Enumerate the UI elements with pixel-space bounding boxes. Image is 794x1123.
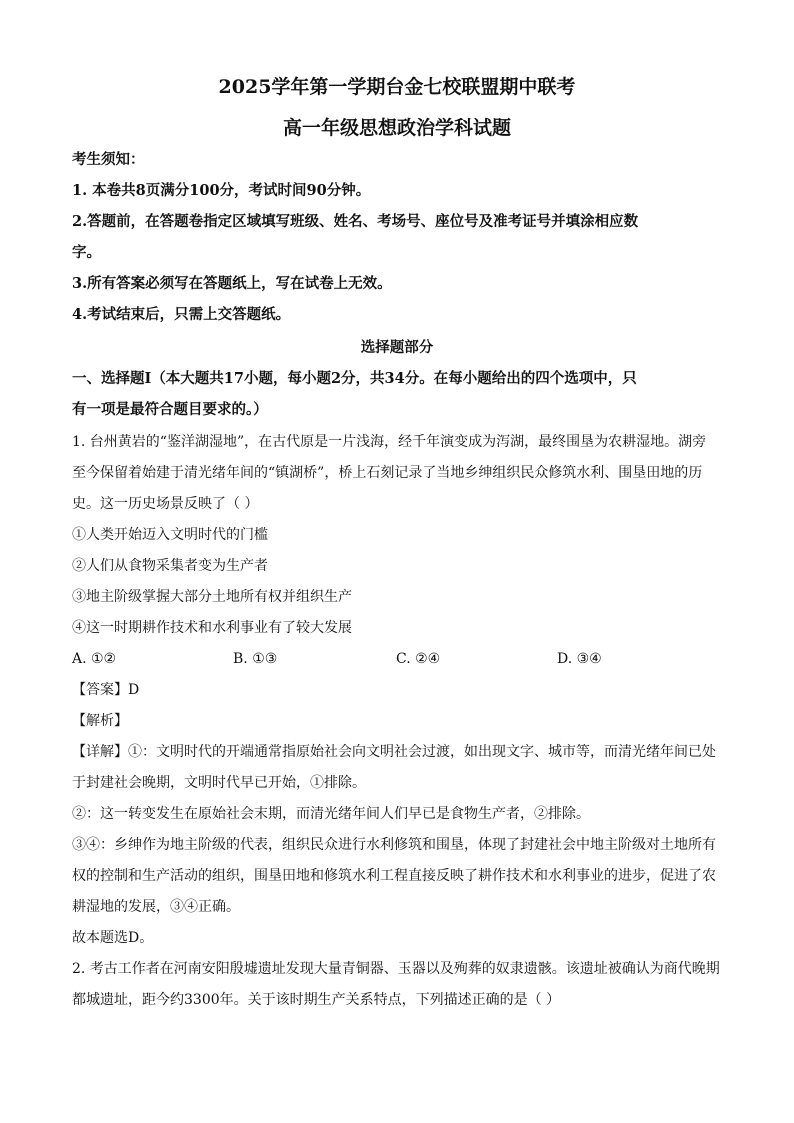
- q1-detail-6: 耕湿地的发展，③④正确。: [72, 899, 240, 915]
- q1-stem-line3: 史。这一历史场景反映了（ ）: [72, 496, 259, 512]
- notice-item-2-cont: 字。: [72, 244, 101, 261]
- q1-analysis-heading: 【解析】: [72, 713, 128, 729]
- q1-statement-3: ③地主阶级掌握大部分土地所有权并组织生产: [72, 589, 352, 605]
- q1-detail-2: 于封建社会晚期，文明时代早已开始，①排除。: [72, 775, 366, 791]
- q1-detail-1: 【详解】①：文明时代的开端通常指原始社会向文明社会过渡，如出现文字、城市等，而清光绪年间已处: [72, 744, 716, 760]
- q1-answer: 【答案】D: [72, 682, 140, 698]
- q1-detail-3: ②：这一转变发生在原始社会末期，而清光绪年间人们早已是食物生产者，②排除。: [72, 806, 590, 822]
- q1-conclusion: 故本题选D。: [72, 930, 154, 946]
- notice-item-1: 1. 本卷共8页满分100分，考试时间90分钟。: [72, 182, 371, 199]
- notice-item-2: 2.答题前，在答题卷指定区域填写班级、姓名、考场号、座位号及准考证号并填涂相应数: [72, 213, 639, 230]
- notice-item-4: 4.考试结束后，只需上交答题纸。: [72, 306, 291, 323]
- q1-statement-4: ④这一时期耕作技术和水利事业有了较大发展: [72, 620, 352, 636]
- exam-subtitle: 高一年级思想政治学科试题: [282, 117, 511, 139]
- part-instructions: 一、选择题Ⅰ（本大题共17小题，每小题2分，共34分。在每小题给出的四个选项中，只: [72, 370, 637, 387]
- q1-detail-5: 权的控制和生产活动的组织，围垦田地和修筑水利工程直接反映了耕作技术和水利事业的进步，促进了农: [72, 868, 716, 884]
- q1-option-c: C. ②④: [396, 651, 441, 667]
- q2-stem-line2: 都城遗址，距今约3300年。关于该时期生产关系特点，下列描述正确的是（ ）: [72, 992, 561, 1008]
- part-instructions-cont: 有一项是最符合题目要求的。）: [72, 401, 268, 418]
- q1-stem: 1. 台州黄岩的“鉴洋湖湿地”，在古代原是一片浅海，经千年演变成为泻湖，最终围垦为农耕湿地。湖旁: [72, 434, 707, 450]
- q1-option-b: B. ①③: [233, 651, 278, 667]
- q1-option-d: D. ③④: [557, 651, 602, 667]
- notice-heading: 考生须知：: [72, 151, 145, 168]
- q1-statement-2: ②人们从食物采集者变为生产者: [72, 558, 268, 574]
- q1-stem-line2: 至今保留着始建于清光绪年间的“镇湖桥”，桥上石刻记录了当地乡绅组织民众修筑水利、围垦田地的历: [72, 465, 703, 481]
- notice-item-3: 3.所有答案必须写在答题纸上，写在试卷上无效。: [72, 275, 392, 292]
- q1-detail-4: ③④：乡绅作为地主阶级的代表，组织民众进行水利修筑和围垦，体现了封建社会中地主阶级对土地所有: [72, 837, 716, 853]
- q1-statement-1: ①人类开始迈入文明时代的门槛: [72, 527, 268, 543]
- section-title: 选择题部分: [360, 339, 434, 356]
- exam-title: 2025学年第一学期台金七校联盟期中联考: [218, 76, 576, 98]
- q2-stem: 2. 考古工作者在河南安阳殷墟遗址发现大量青铜器、玉器以及殉葬的奴隶遗骸。该遗址被确认为商代晚期: [72, 961, 720, 977]
- q1-option-a: A. ①②: [72, 651, 117, 667]
